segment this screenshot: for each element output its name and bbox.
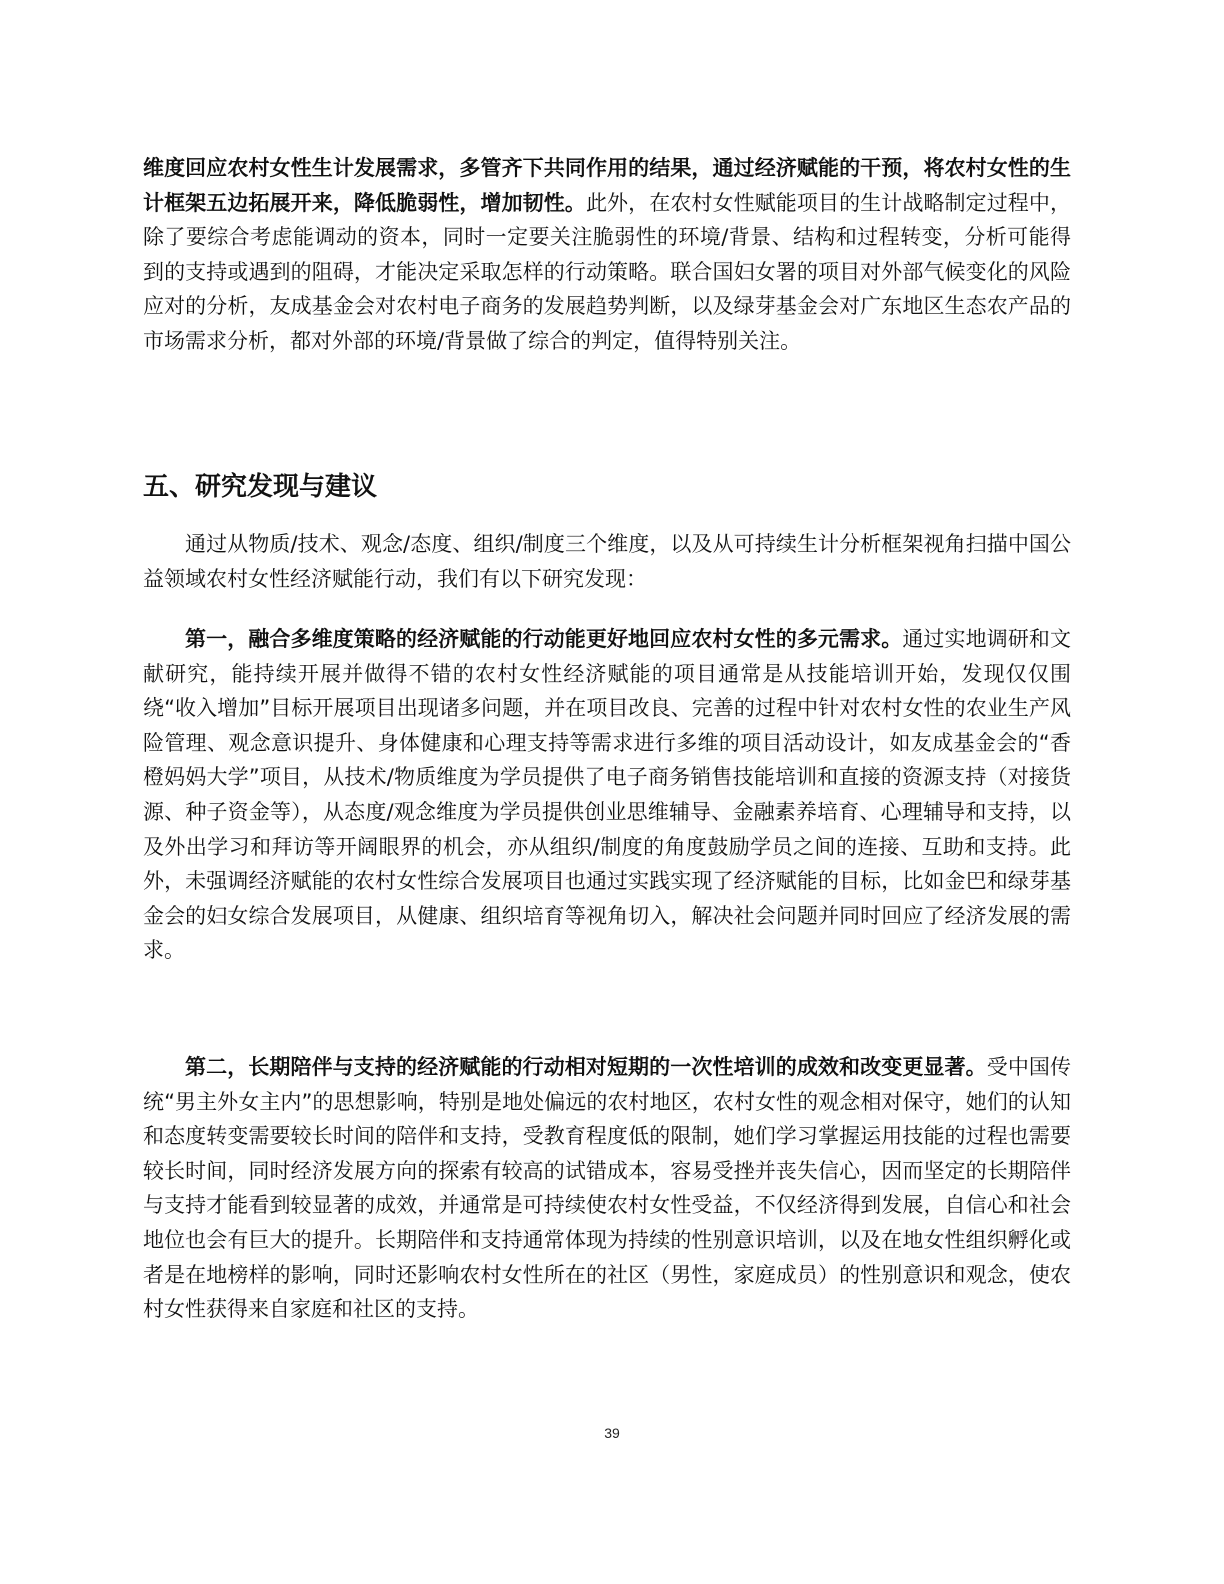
finding-1-bold-lead: 第一，融合多维度策略的经济赋能的行动能更好地回应农村女性的多元需求。 (185, 627, 903, 651)
finding-2-bold-lead: 第二，长期陪伴与支持的经济赋能的行动相对短期的一次性培训的成效和改变更显著。 (185, 1055, 987, 1079)
continuation-text: 此外，在农村女性赋能项目的生计战略制定过程中，除了要综合考虑能调动的资本，同时一定要关注脆弱性的环境/背景、结构和过程转变，分析可能得到的支持或遇到的阻碍，才能决定采取怎样的行动策略。联合国妇女署的项目对外部气候变化的风险应对的分析，友成基金会对农村电子商务的发展趋势判断，以及绿芽基金会对广东地区生态农产品的市场需求分析，都对外部的环境/背景做了综合的判定，值得特别关注。 (143, 190, 1071, 353)
continuation-paragraph (143, 151, 1071, 359)
finding-1-text: 通过实地调研和文献研究，能持续开展并做得不错的农村女性经济赋能的项目通常是从技能培训开始，发现仅仅围绕“收入增加”目标开展项目出现诸多问题，并在项目改良、完善的过程中针对农村女性的农业生产风险管理、观念意识提升、身体健康和心理支持等需求进行多维的项目活动设计，如友成基金会的“香橙妈妈大学”项目，从技术/物质维度为学员提供了电子商务销售技能培训和直接的资源支持（对接货源、种子资金等），从态度/观念维度为学员提供创业思维辅导、金融素养培育、心理辅导和支持，以及外出学习和拜访等开阔眼界的机会，亦从组织/制度的角度鼓励学员之间的连接、互助和支持。此外，未强调经济赋能的农村女性综合发展项目也通过实践实现了经济赋能的目标，比如金巴和绿芽基金会的妇女综合发展项目，从健康、组织培育等视角切入，解决社会问题并同时回应了经济发展的需求。 (143, 627, 1072, 963)
page-number: 39 (604, 1425, 620, 1441)
continuation-bold-lead: 维度回应农村女性生计发展需求，多管齐下共同作用的结果，通过经济赋能的干预，将农村女性的生计框架五边拓展开来，降低脆弱性，增加韧性。 (143, 156, 1071, 215)
section-heading: 五、研究发现与建议 (143, 472, 378, 502)
finding-paragraph-1 (143, 622, 1071, 968)
finding-paragraph-2 (143, 1050, 1071, 1327)
finding-2-text: 受中国传统“男主外女主内”的思想影响，特别是地处偏远的农村地区，农村女性的观念相对保守，她们的认知和态度转变需要较长时间的陪伴和支持，受教育程度低的限制，她们学习掌握运用技能的过程也需要较长时间，同时经济发展方向的探索有较高的试错成本，容易受挫并丧失信心，因而坚定的长期陪伴与支持才能看到较显著的成效，并通常是可持续使农村女性受益，不仅经济得到发展，自信心和社会地位也会有巨大的提升。长期陪伴和支持通常体现为持续的性别意识培训，以及在地女性组织孵化或者是在地榜样的影响，同时还影响农村女性所在的社区（男性，家庭成员）的性别意识和观念，使农村女性获得来自家庭和社区的支持。 (143, 1055, 1072, 1322)
intro-paragraph: 通过从物质/技术、观念/态度、组织/制度三个维度，以及从可持续生计分析框架视角扫描中国公益领域农村女性经济赋能行动，我们有以下研究发现： (143, 532, 1071, 591)
